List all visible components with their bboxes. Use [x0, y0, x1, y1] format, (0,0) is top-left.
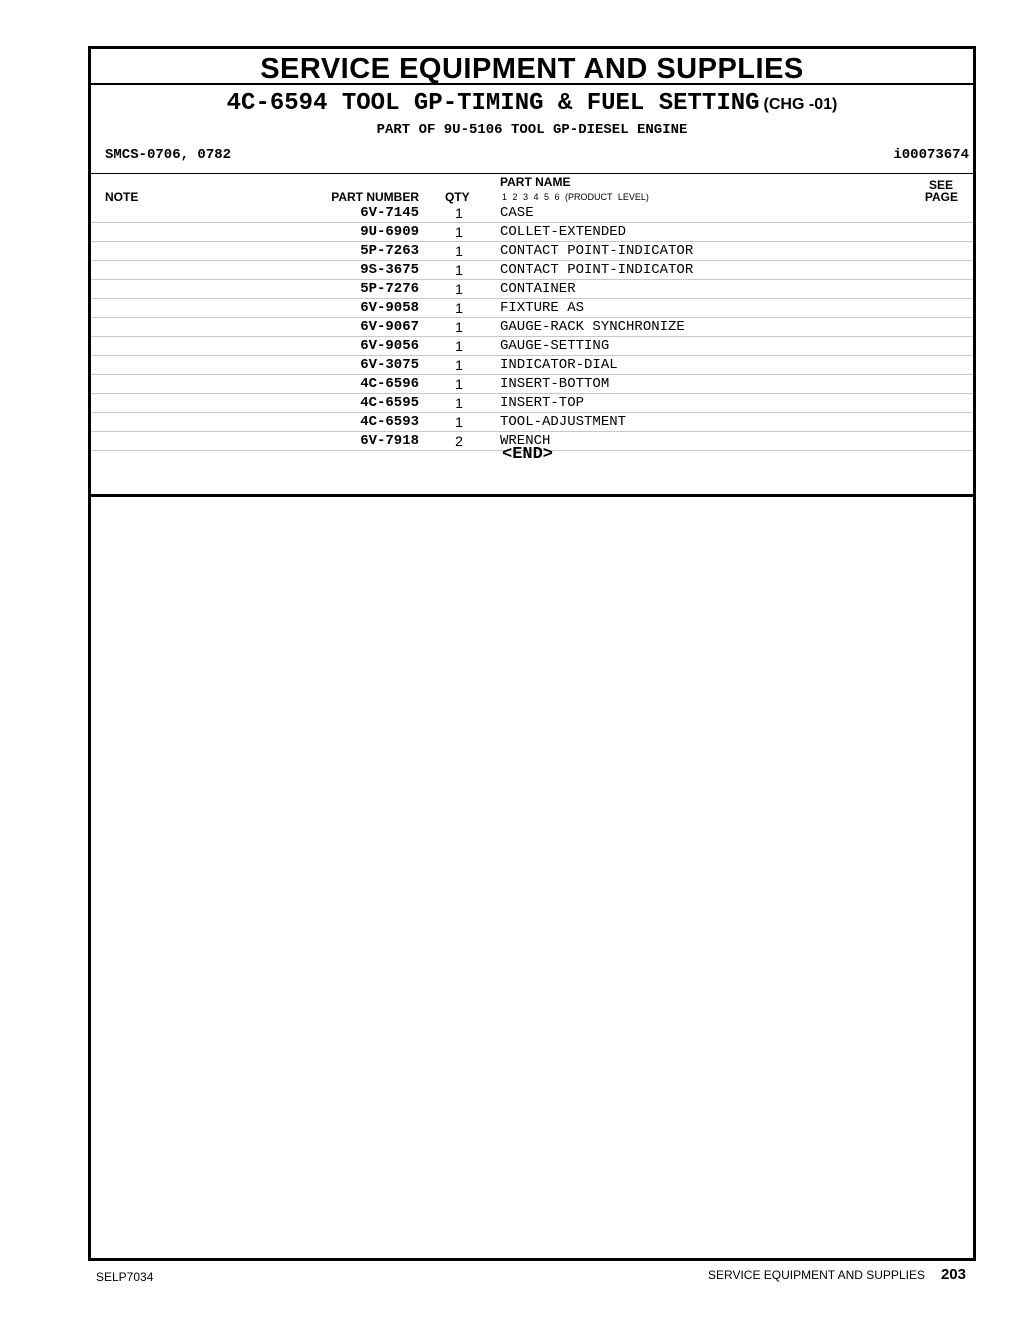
part-name: CONTACT POINT-INDICATOR: [500, 243, 694, 259]
part-number: 6V-7918: [360, 433, 419, 449]
quantity: 1: [455, 243, 463, 259]
table-row: [91, 356, 973, 375]
part-number: 4C-6595: [360, 395, 419, 411]
quantity: 1: [455, 338, 463, 354]
page-title: SERVICE EQUIPMENT AND SUPPLIES: [91, 49, 973, 85]
change-level: (CHG -01): [763, 96, 838, 113]
part-name: CONTACT POINT-INDICATOR: [500, 262, 694, 278]
table-row: [91, 242, 973, 261]
group-title-text: 4C-6594 TOOL GP-TIMING & FUEL SETTING: [226, 90, 760, 117]
part-number: 6V-9058: [360, 300, 419, 316]
col-product-levels: 1 2 3 4 5 6 (PRODUCT LEVEL): [502, 192, 649, 202]
quantity: 1: [455, 319, 463, 335]
table-row: [91, 318, 973, 337]
part-number: 9U-6909: [360, 224, 419, 240]
part-number: 4C-6596: [360, 376, 419, 392]
table-row: [91, 375, 973, 394]
table-row: [91, 337, 973, 356]
part-number: 6V-7145: [360, 205, 419, 221]
page-number: 203: [940, 1266, 966, 1283]
table-row: [91, 413, 973, 432]
col-part-name: PART NAME: [500, 175, 571, 189]
page-frame: [88, 46, 976, 1261]
table-row: [91, 261, 973, 280]
col-part-number: PART NUMBER: [331, 190, 419, 204]
part-number: 5P-7263: [360, 243, 419, 259]
illustration-id: i00073674: [893, 147, 969, 163]
col-note: NOTE: [105, 190, 139, 204]
col-qty: QTY: [445, 190, 470, 204]
part-number: 6V-3075: [360, 357, 419, 373]
group-subtitle: PART OF 9U-5106 TOOL GP-DIESEL ENGINE: [376, 122, 688, 138]
table-row: [91, 394, 973, 413]
part-number: 4C-6593: [360, 414, 419, 430]
part-name: INSERT-BOTTOM: [500, 376, 610, 392]
group-header: [91, 85, 973, 174]
part-number: 6V-9067: [360, 319, 419, 335]
quantity: 1: [455, 281, 463, 297]
quantity: 1: [455, 300, 463, 316]
quantity: 1: [455, 395, 463, 411]
part-name: INSERT-TOP: [500, 395, 585, 411]
smcs-code: SMCS-0706, 0782: [105, 147, 232, 163]
part-number: 6V-9056: [360, 338, 419, 354]
part-name: FIXTURE AS: [500, 300, 585, 316]
footer-section: [708, 1266, 966, 1283]
col-see: SEE: [928, 178, 953, 192]
table-row: [91, 280, 973, 299]
col-page: PAGE: [924, 190, 958, 204]
group-title: [91, 90, 973, 117]
quantity: 1: [455, 414, 463, 430]
part-name: CONTAINER: [500, 281, 576, 297]
part-number: 9S-3675: [360, 262, 419, 278]
part-name: TOOL-ADJUSTMENT: [500, 414, 627, 430]
part-name: COLLET-EXTENDED: [500, 224, 627, 240]
quantity: 1: [455, 262, 463, 278]
part-number: 5P-7276: [360, 281, 419, 297]
quantity: 1: [455, 357, 463, 373]
table-row: [91, 204, 973, 223]
part-name: INDICATOR-DIAL: [500, 357, 618, 373]
part-name: CASE: [500, 205, 534, 221]
section-divider: [91, 494, 973, 497]
quantity: 1: [455, 205, 463, 221]
part-name: WRENCH: [500, 433, 551, 449]
table-row: [91, 223, 973, 242]
part-name: GAUGE-SETTING: [500, 338, 610, 354]
end-marker: <END>: [502, 445, 554, 464]
table-row: [91, 299, 973, 318]
quantity: 1: [455, 376, 463, 392]
footer-section-title: SERVICE EQUIPMENT AND SUPPLIES: [708, 1268, 925, 1282]
quantity: 1: [455, 224, 463, 240]
footer-doc-id: SELP7034: [96, 1270, 154, 1284]
part-name: GAUGE-RACK SYNCHRONIZE: [500, 319, 685, 335]
parts-list: [91, 204, 973, 451]
quantity: 2: [455, 433, 463, 449]
column-headers: [91, 174, 973, 204]
